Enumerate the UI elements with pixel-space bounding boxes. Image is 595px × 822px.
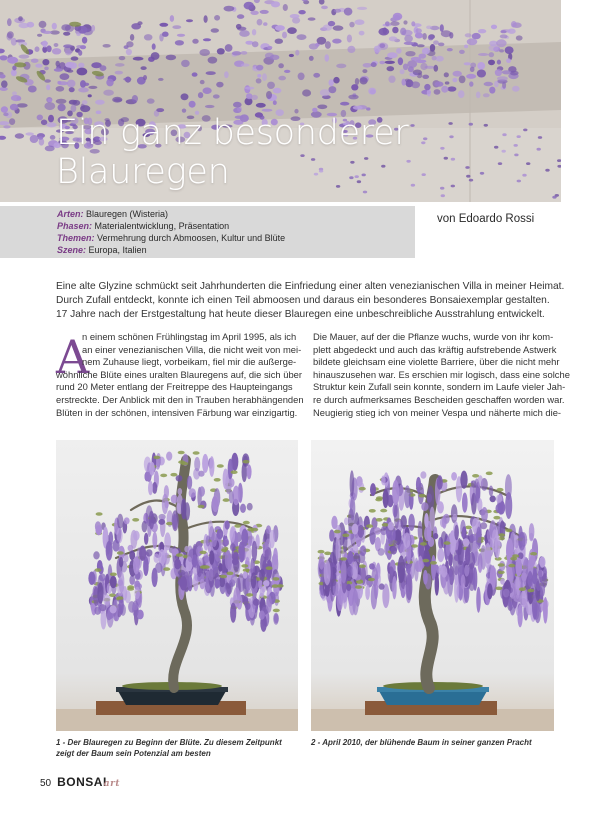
body-line: n einem schönen Frühlingstag im April 1995, als ich <box>82 331 297 342</box>
drop-cap: A <box>56 330 90 384</box>
lead-line: Durch Zufall entdeckt, konnte ich einen Teil abmoosen und daraus ein besonderes Bonsaiexemplar gestalten. <box>56 295 550 306</box>
body-column-1 <box>56 331 304 419</box>
body-line: Die Mauer, auf der die Pflanze wuchs, wurde von ihr kom- <box>313 331 554 342</box>
lead-line: Eine alte Glyzine schmückt seit Jahrhunderten die Einfriedung einer alten venezianischen Villa in meiner Heimat. <box>56 281 565 292</box>
page-footer <box>40 775 120 789</box>
hero-image <box>0 0 561 202</box>
article-title <box>56 114 408 192</box>
lead-paragraph <box>56 280 565 322</box>
body-line: Blüten in der schönen, intensiven Färbung war einzigartig. <box>56 406 298 418</box>
article-title-line-2: Blauregen <box>56 152 230 192</box>
body-line: Neugierig stieg ich von meiner Vespa und näherte mich die- <box>313 406 562 418</box>
meta-row-arten: Arten: Blauregen (Wisteria) <box>57 209 169 219</box>
meta-row-phasen: Phasen: Materialentwicklung, Präsentation <box>57 221 230 231</box>
article-meta-box <box>0 206 415 258</box>
photo-caption-2: 2 - April 2010, der blühende Baum in seiner ganzen Pracht <box>311 738 532 747</box>
body-line: Struktur kein Zufall sein konnte, sondern im Laufe vieler Jah- <box>313 381 566 393</box>
body-line: wöhnliche Blüte eines uralten Blauregens auf, die sich über <box>56 368 302 380</box>
bonsai-tree-illustration <box>311 440 554 731</box>
body-line: plett abgedeckt und auch das kräftig aufstrebende Astwerk <box>313 343 557 355</box>
body-line: an einer venezianischen Villa, die nicht weit von mei- <box>82 343 302 355</box>
bonsai-tree-illustration <box>56 440 298 731</box>
meta-row-szene: Szene: Europa, Italien <box>57 245 147 255</box>
meta-row-themen: Themen: Vermehrung durch Abmoosen, Kultur und Blüte <box>57 233 286 243</box>
page-number: 50 <box>40 778 52 789</box>
article-title-line-1: Ein ganz besonderer <box>56 113 409 153</box>
lead-line: 17 Jahre nach der Erstgestaltung hat heute dieser Blauregen eine unbeschreibliche Ausstrahlung entwickelt. <box>56 309 545 320</box>
photo-caption-1: 1 - Der Blauregen zu Beginn der Blüte. Zu diesem Zeitpunkt zeigt der Baum sein Potenzial am besten <box>56 738 282 758</box>
body-column-2 <box>313 331 570 419</box>
body-line: bildete gleichsam eine violette Barriere, über die nicht mehr <box>313 356 560 368</box>
photo-bonsai-early-bloom <box>56 440 298 731</box>
author-byline: von Edoardo Rossi <box>437 213 535 225</box>
body-line: rund 20 Meter entlang der Freitreppe des Haupteingangs <box>56 381 293 393</box>
photo-bonsai-full-bloom <box>311 440 554 731</box>
body-line: erstreckte. Der Anblick mit den in Trauben herabhängenden <box>56 393 304 405</box>
body-line: nem Zuhause liegt, vorbeikam, fiel mir die außerge- <box>82 356 297 368</box>
body-line: hinauszusehen war. Es erschien mir logisch, dass eine solche <box>313 368 570 380</box>
magazine-logo: BONSAIart <box>57 775 121 789</box>
body-line: re durch aufmerksames Bescheiden geschaffen worden war. <box>313 393 565 405</box>
